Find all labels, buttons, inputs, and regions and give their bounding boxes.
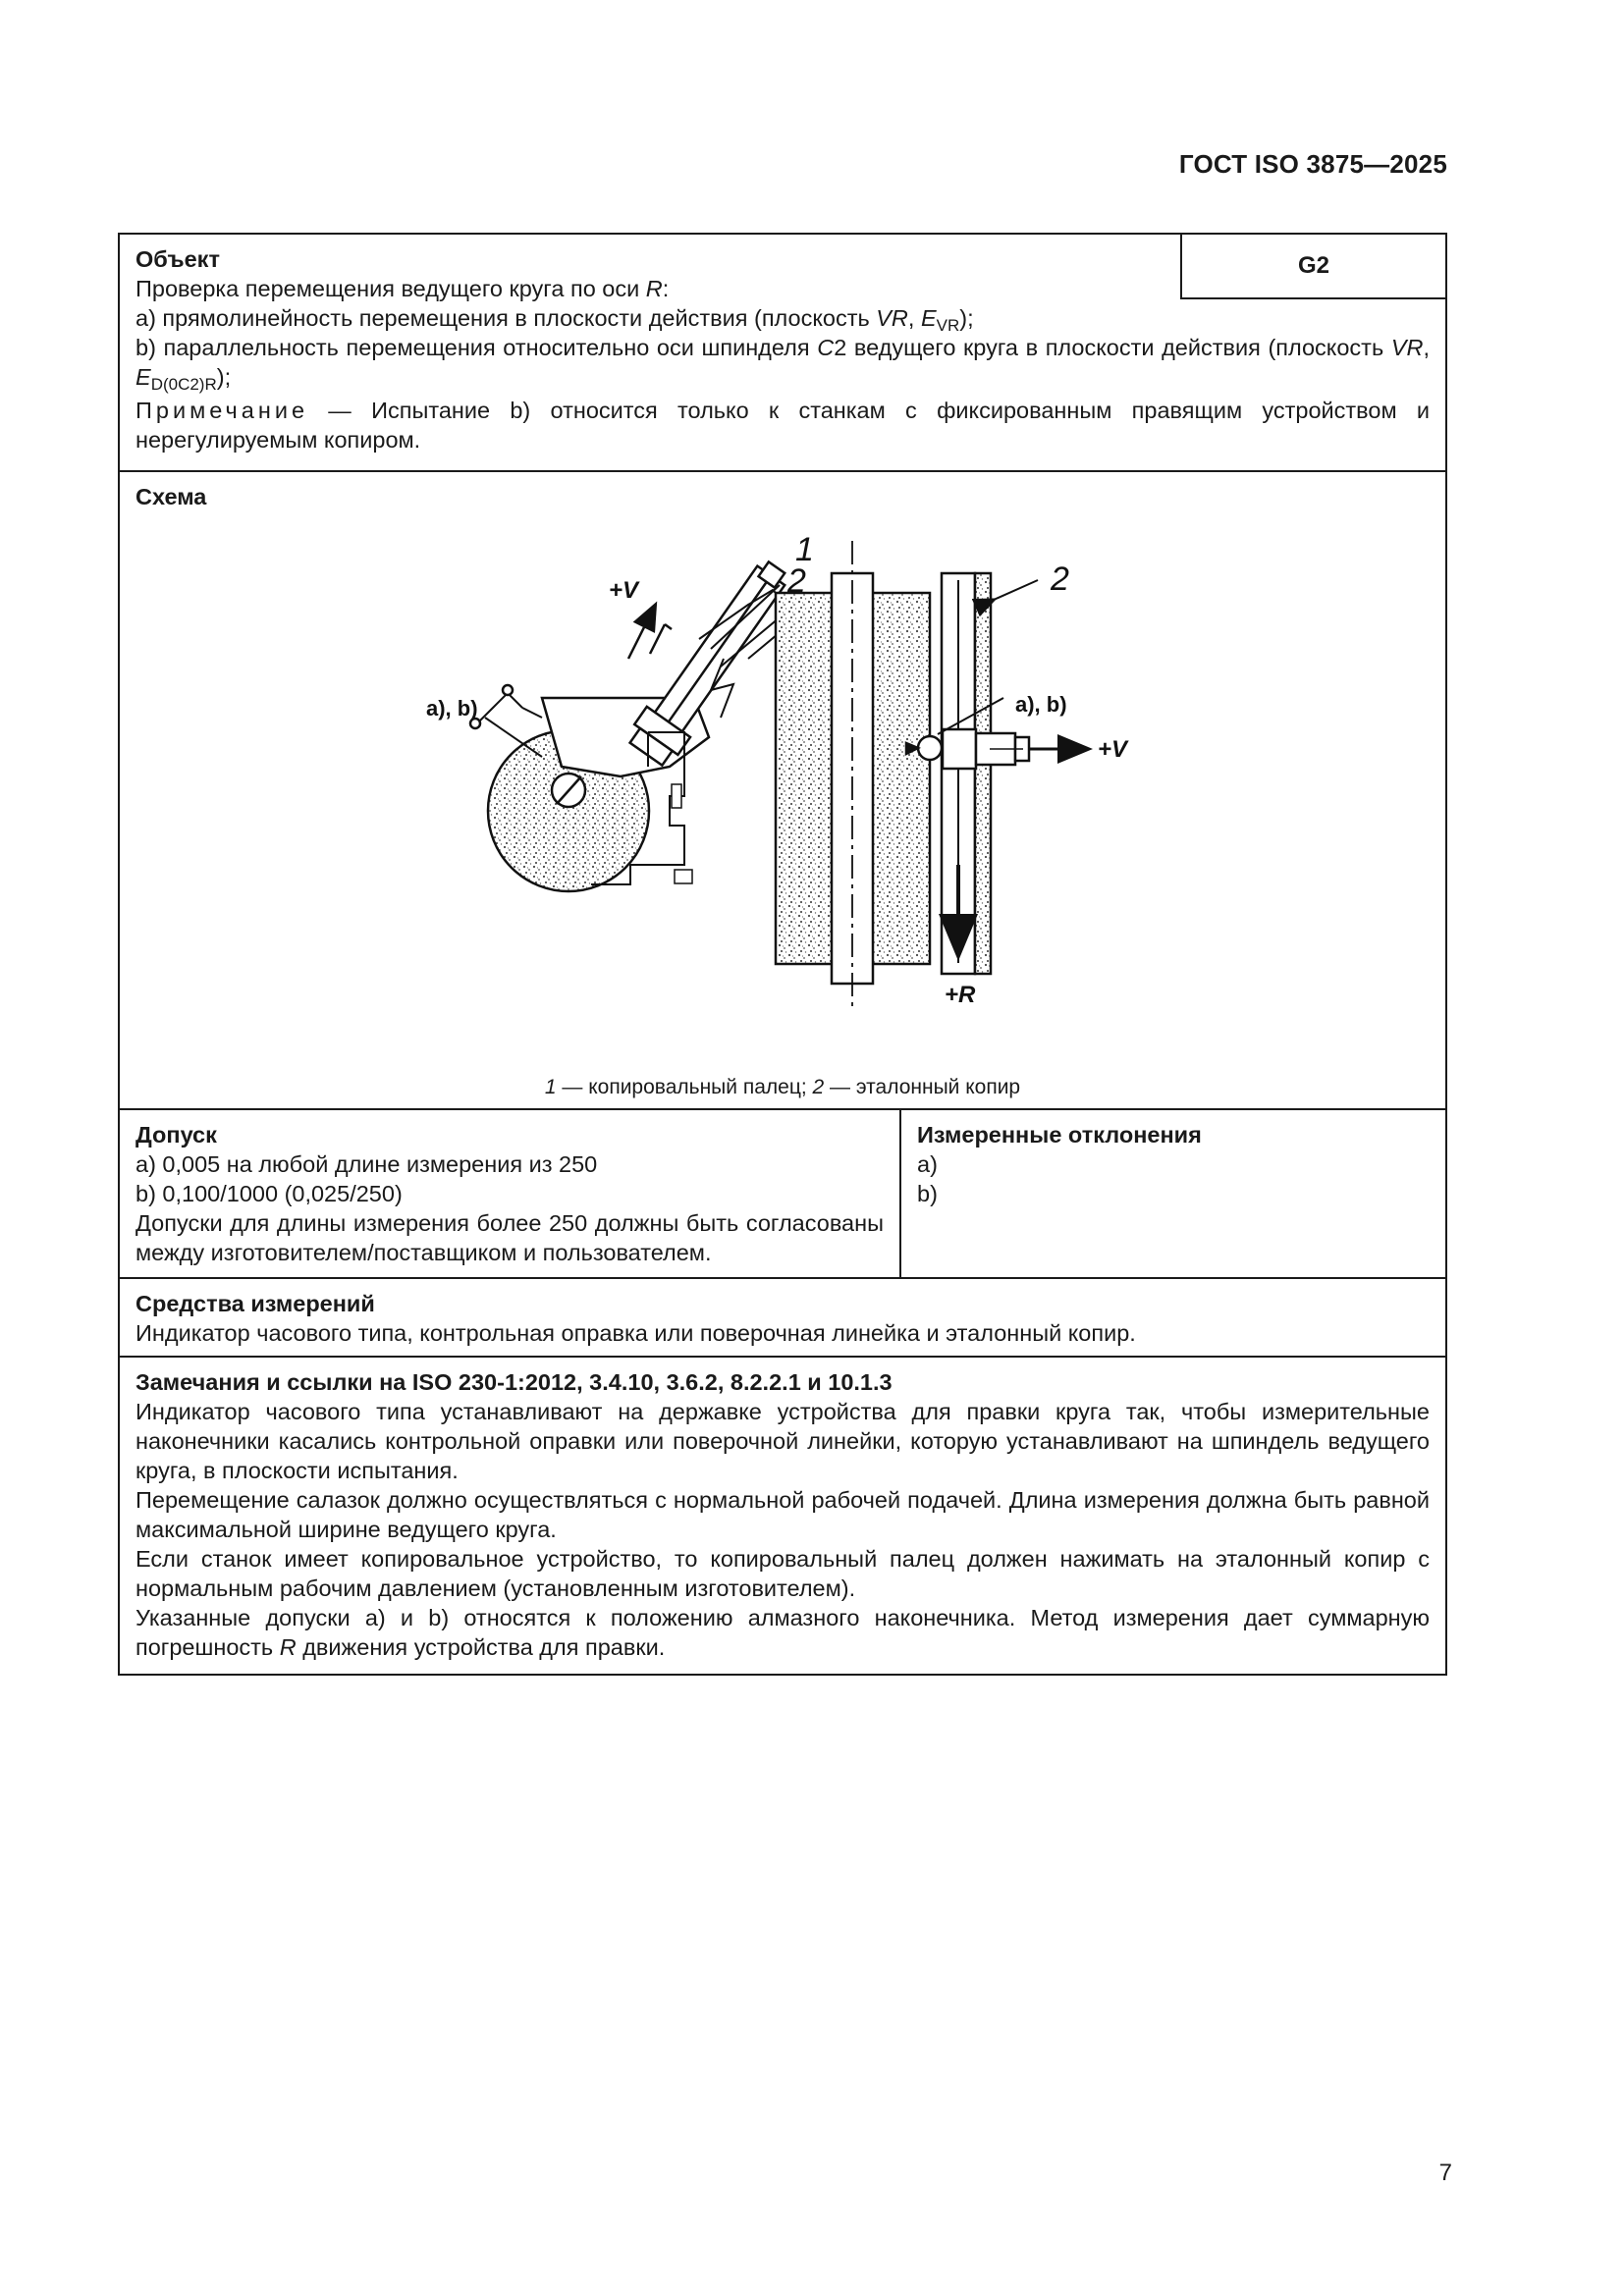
- object-description: Проверка перемещения ведущего круга по оси R:: [135, 276, 670, 301]
- label-num-2-right: 2: [1051, 561, 1069, 598]
- label-ab-left: a), b): [426, 696, 478, 721]
- label-ab-right: a), b): [1015, 692, 1067, 717]
- scheme-section: [120, 472, 1445, 1110]
- tolerance-b: b) 0,100/1000 (0,025/250): [135, 1181, 403, 1206]
- remarks-title: Замечания и ссылки на ISO 230-1:2012, 3.4.10, 3.6.2, 8.2.2.1 и 10.1.3: [135, 1369, 893, 1395]
- instruments-section: [120, 1279, 1445, 1358]
- tolerance-cell: [120, 1110, 901, 1277]
- object-item-b: b) параллельность перемещения относительно оси шпинделя C2 ведущего круга в плоскости действия (плоскость VR, $E_{D(0C2)R}$);: [135, 335, 1430, 394]
- measured-deviations-cell: [901, 1110, 1445, 1277]
- page-number: 7: [1438, 2160, 1452, 2186]
- test-id: G2: [1180, 235, 1445, 299]
- label-plus-v-right: +V: [1098, 736, 1128, 763]
- object-item-a: a) прямолинейность перемещения в плоскости действия (плоскость VR, $E_{VR}$);: [135, 305, 974, 335]
- remarks-paragraph-2: Перемещение салазок должно осуществляться с нормальной рабочей подачей. Длина измерения должна быть равной максимальной ширине ведущего круга.: [135, 1487, 1430, 1542]
- measured-b: b): [917, 1181, 938, 1206]
- leader-2-right: [994, 580, 1038, 600]
- remarks-paragraph-4: Указанные допуски a) и b) относятся к положению алмазного наконечника. Метод измерения дает суммарную погрешность R движения устройства для правки.: [135, 1605, 1430, 1660]
- remarks-section: [120, 1358, 1445, 1674]
- label-plus-r: +R: [945, 982, 976, 1008]
- instruments-title: Средства измерений: [135, 1291, 375, 1316]
- template-backing: [975, 573, 991, 974]
- label-plus-v-left: +V: [609, 577, 639, 604]
- instruments-text: Индикатор часового типа, контрольная оправка или поверочная линейка и эталонный копир.: [135, 1320, 1136, 1346]
- label-num-2-left: 2: [787, 562, 806, 600]
- measured-a: a): [917, 1151, 938, 1177]
- object-section: [120, 235, 1445, 472]
- copy-finger-assembly: [624, 553, 798, 770]
- label-num-1: 1: [795, 531, 814, 568]
- test-sheet-table: [118, 233, 1447, 1676]
- remarks-paragraph-1: Индикатор часового типа устанавливают на державке устройства для правки круга так, чтобы измерительные наконечники касались контрольной оправки или поверочной линейки, которую устанавливают на шпиндель ведущего круга, в плоскости испытания.: [135, 1399, 1430, 1483]
- measured-title: Измеренные отклонения: [917, 1122, 1202, 1148]
- standard-number: ГОСТ ISO 3875—2025: [1178, 149, 1447, 179]
- tolerance-a: a) 0,005 на любой длине измерения из 250: [135, 1151, 598, 1177]
- dial-indicator-right: [918, 736, 942, 760]
- scheme-title: Схема: [135, 484, 207, 509]
- tolerance-title: Допуск: [135, 1122, 217, 1148]
- object-title: Объект: [135, 246, 220, 272]
- tolerance-note: Допуски для длины измерения более 250 должны быть согласованы между изготовителем/поставщиком и пользователем.: [135, 1210, 884, 1265]
- remarks-paragraph-3: Если станок имеет копировальное устройство, то копировальный палец должен нажимать на эталонный копир с нормальным рабочим давлением (установленным изготовителем).: [135, 1546, 1430, 1601]
- right-view: [776, 541, 1087, 1012]
- object-note: Примечание — Испытание b) относится только к станкам с фиксированным правящим устройством и нерегулируемым копиром.: [135, 398, 1430, 453]
- indicator-holder: [943, 729, 976, 769]
- tolerance-section: [120, 1110, 1445, 1279]
- scheme-drawing: [120, 472, 1445, 1110]
- scheme-caption: 1 — копировальный палец; 2 — эталонный копир: [544, 1076, 1021, 1098]
